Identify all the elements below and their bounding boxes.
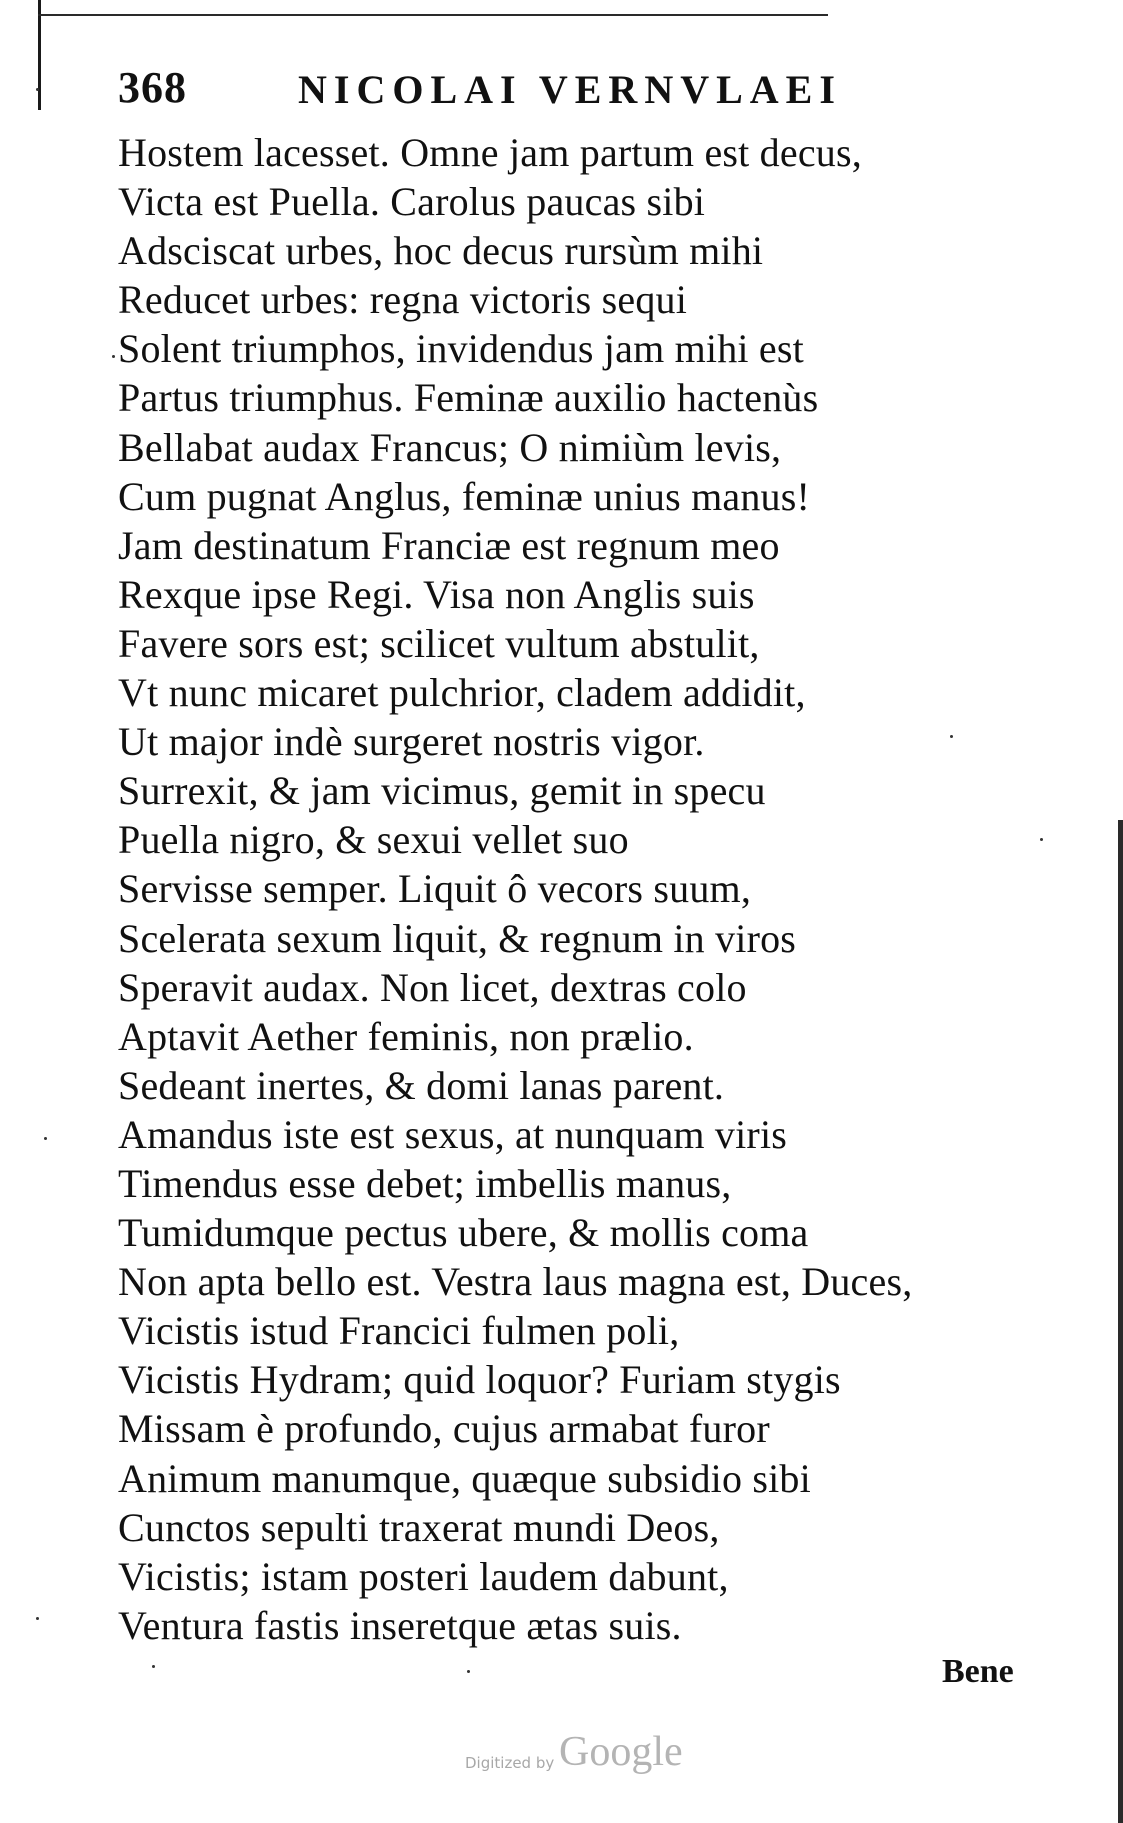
running-title: NICOLAI VERNVLAEI [298,67,842,112]
scan-edge-right [1118,820,1123,1823]
verse-line: Vicistis; istam posteri laudem dabunt, [118,1553,729,1599]
verse-line: Favere sors est; scilicet vultum abstulit, [118,620,760,666]
scan-speck [36,88,39,91]
verse-line: Vt nunc micaret pulchrior, cladem addidit, [118,670,806,716]
watermark-label: Digitized by [465,1754,555,1772]
verse-line: Cunctos sepulti traxerat mundi Deos, [118,1504,720,1550]
verse-line: Timendus esse debet; imbellis manus, [118,1160,732,1206]
verse-line: Vicistis Hydram; quid loquor? Furiam stygis [118,1357,841,1403]
scan-speck [44,1137,47,1140]
verse-line: Cum pugnat Anglus, feminæ unius manus! [118,473,811,519]
catchword: Bene [942,1653,1014,1690]
scan-speck [152,1665,155,1668]
verse-line: Missam è profundo, cujus armabat furor [118,1406,770,1452]
verse-line: Hostem lacesset. Omne jam partum est decus, [118,130,862,175]
verse-line: Amandus iste est sexus, at nunquam viris [118,1111,788,1157]
verse-line: Aptavit Aether feminis, non prælio. [118,1013,694,1059]
verse-line: Scelerata sexum liquit, & regnum in viros [118,915,797,961]
page-number: 368 [118,63,187,112]
verse-line: Speravit audax. Non licet, dextras colo [118,964,747,1010]
verse-line: Reducet urbes: regna victoris sequi [118,277,688,323]
verse-line: Sedeant inertes, & domi lanas parent. [118,1062,725,1108]
scan-speck [112,355,115,358]
verse-block [118,128,1078,1650]
verse-line: Rexque ipse Regi. Visa non Anglis suis [118,571,755,617]
scan-edge-top [38,14,828,16]
verse-line: Animum manumque, quæque subsidio sibi [118,1455,811,1501]
watermark-logo: Google [559,1729,683,1775]
verse-line: Surrexit, & jam vicimus, gemit in specu [118,768,766,814]
running-head [118,62,898,118]
verse-line: Vicistis istud Francici fulmen poli, [118,1308,680,1354]
verse-line: Ut major indè surgeret nostris vigor. [118,719,705,765]
verse-line: Victa est Puella. Carolus paucas sibi [118,179,706,225]
verse-line: Jam destinatum Franciæ est regnum meo [118,522,780,568]
verse-line: Puella nigro, & sexui vellet suo [118,817,629,863]
verse-line: Partus triumphus. Feminæ auxilio hactenùs [118,375,819,421]
scan-edge-left [38,0,41,110]
verse-line: Bellabat audax Francus; O nimiùm levis, [118,424,782,470]
verse-line: Solent triumphos, invidendus jam mihi est [118,326,804,372]
verse-line: Adsciscat urbes, hoc decus rursùm mihi [118,228,764,274]
scan-speck [467,1670,470,1673]
verse-line: Ventura fastis inseretque ætas suis. [118,1602,682,1648]
digitized-by-google-watermark [465,1728,725,1788]
verse-line: Tumidumque pectus ubere, & mollis coma [118,1210,809,1256]
verse-line: Servisse semper. Liquit ô vecors suum, [118,866,752,912]
verse-line: Non apta bello est. Vestra laus magna est, Duces, [118,1259,913,1305]
scan-speck [36,1617,39,1620]
